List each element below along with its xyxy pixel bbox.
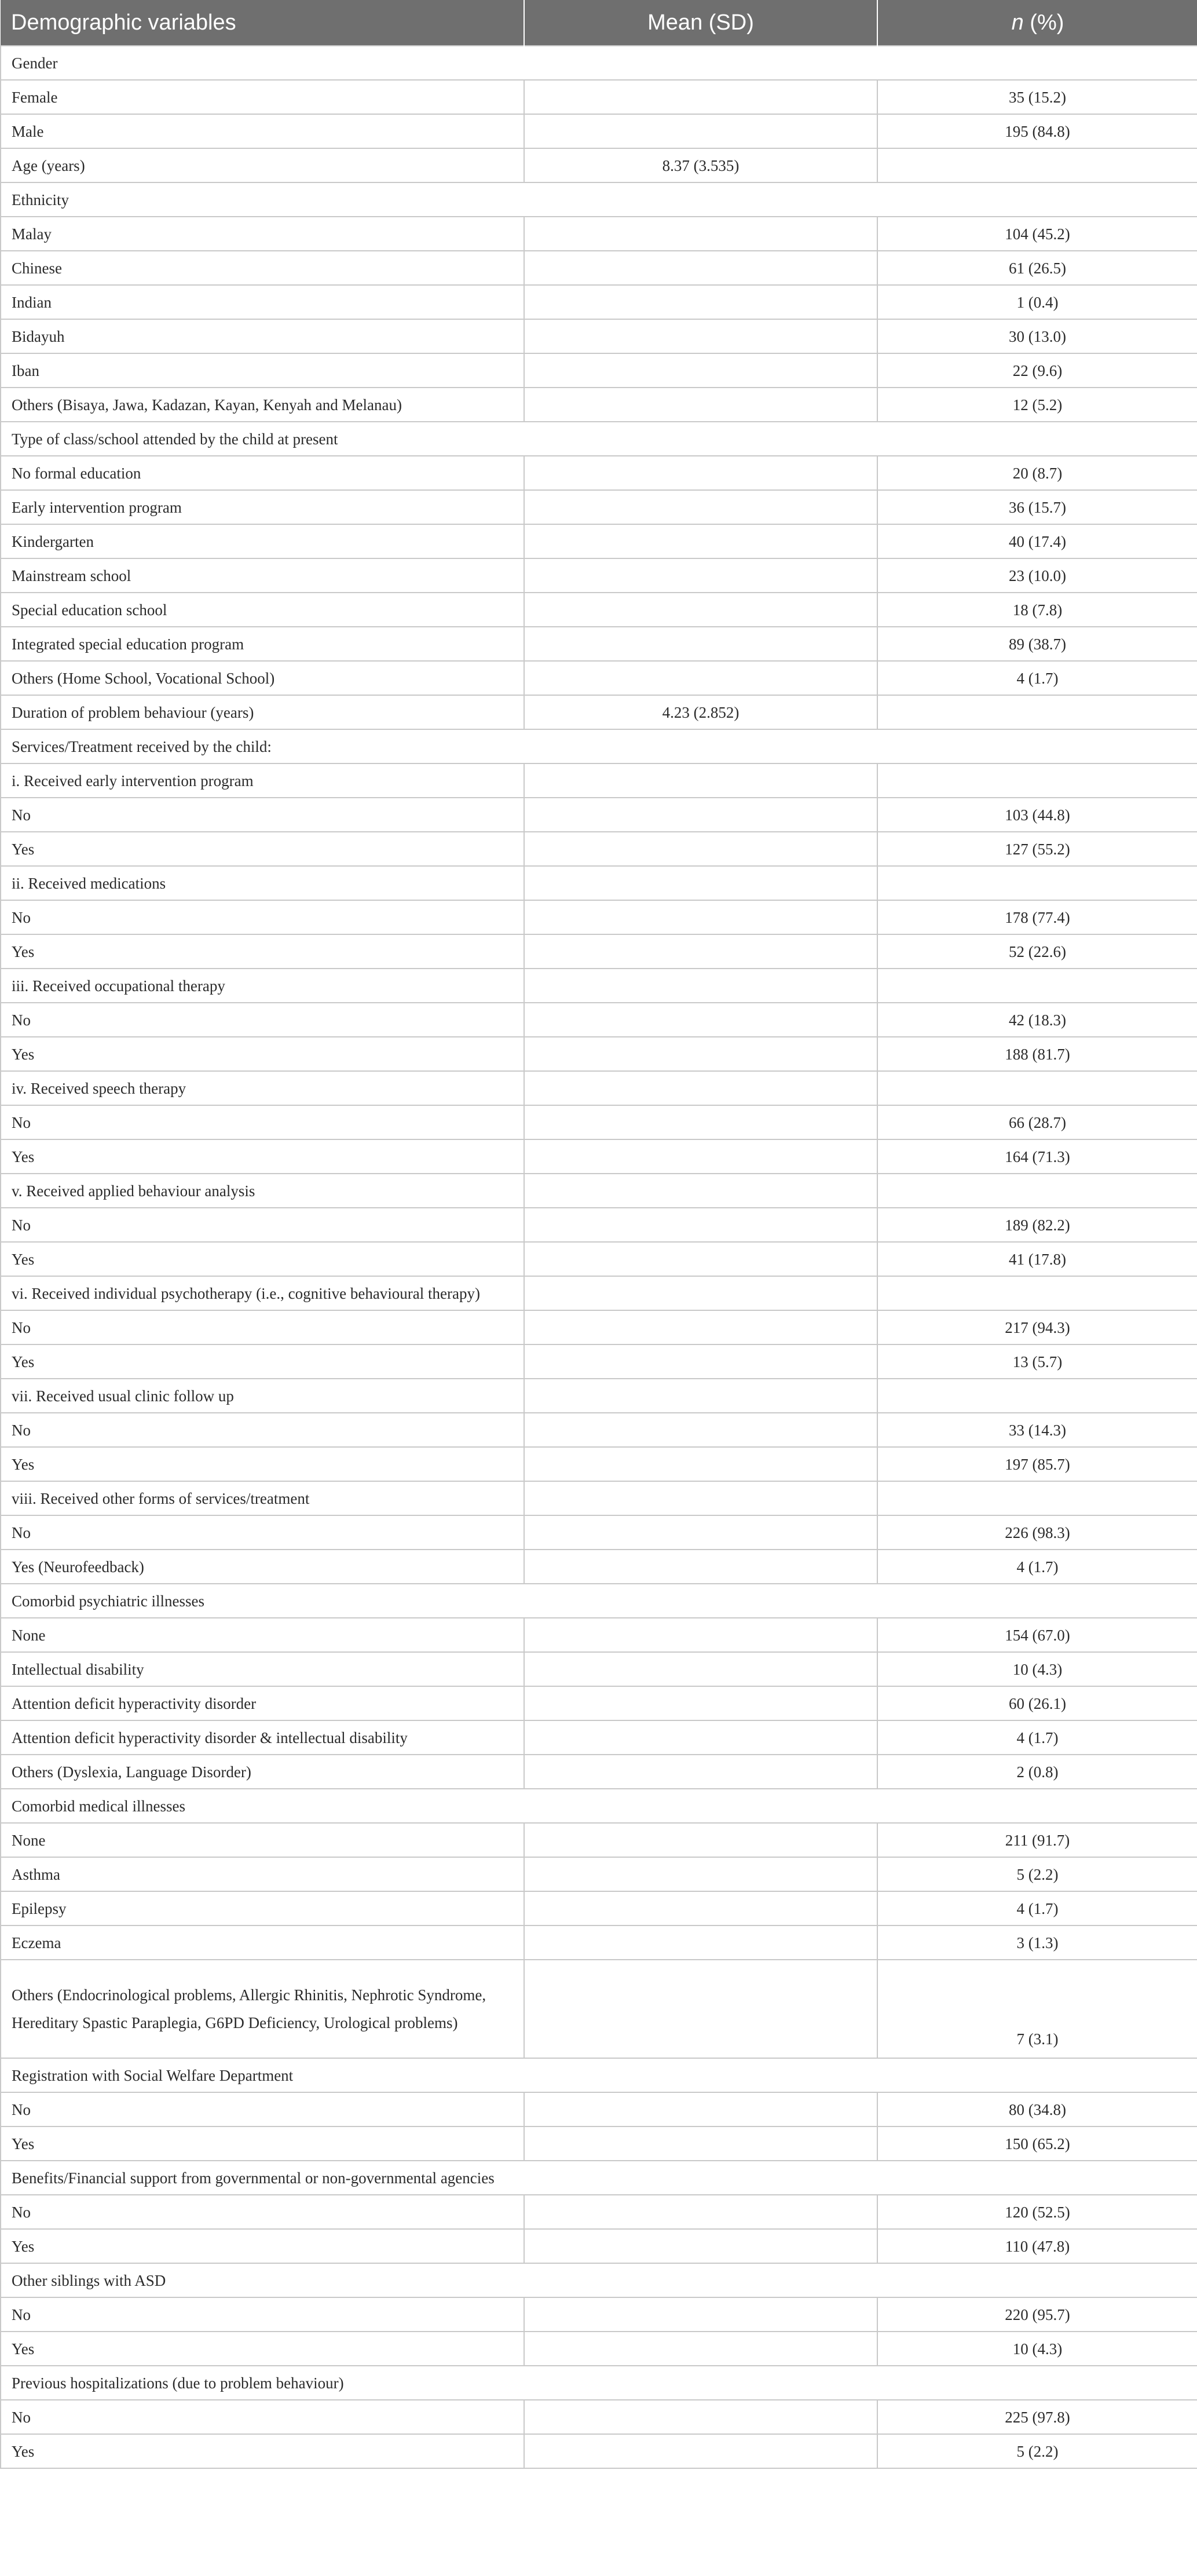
table-row xyxy=(1,2400,1197,2434)
variable-cell: Integrated special education program xyxy=(1,627,524,661)
n-percent-cell: 211 (91.7) xyxy=(877,1823,1197,1857)
mean-sd-cell xyxy=(524,1071,877,1105)
n-percent-cell: 40 (17.4) xyxy=(877,524,1197,558)
n-percent-cell: 189 (82.2) xyxy=(877,1208,1197,1242)
mean-sd-cell xyxy=(524,1447,877,1481)
variable-cell: Others (Bisaya, Jawa, Kadazan, Kayan, Kenyah and Melanau) xyxy=(1,388,524,422)
variable-cell: Bidayuh xyxy=(1,319,524,353)
variable-cell: Yes xyxy=(1,2332,524,2366)
table-row xyxy=(1,1515,1197,1550)
n-percent-cell xyxy=(877,1071,1197,1105)
variable-cell: Early intervention program xyxy=(1,490,524,524)
mean-sd-cell xyxy=(524,1755,877,1789)
table-row xyxy=(1,1447,1197,1481)
variable-cell: No xyxy=(1,1310,524,1344)
variable-cell: No xyxy=(1,1413,524,1447)
variable-cell: No xyxy=(1,2195,524,2229)
mean-sd-cell xyxy=(524,1891,877,1925)
mean-sd-cell xyxy=(524,763,877,798)
table-row xyxy=(1,2195,1197,2229)
mean-sd-cell xyxy=(524,1379,877,1413)
mean-sd-cell xyxy=(524,593,877,627)
n-percent-cell: 226 (98.3) xyxy=(877,1515,1197,1550)
n-percent-cell: 127 (55.2) xyxy=(877,832,1197,866)
variable-cell: Malay xyxy=(1,217,524,251)
n-percent-cell: 20 (8.7) xyxy=(877,456,1197,490)
variable-cell: iii. Received occupational therapy xyxy=(1,969,524,1003)
mean-sd-cell xyxy=(524,353,877,388)
n-percent-cell: 217 (94.3) xyxy=(877,1310,1197,1344)
table-row xyxy=(1,2092,1197,2126)
n-percent-cell: 42 (18.3) xyxy=(877,1003,1197,1037)
n-percent-cell: 4 (1.7) xyxy=(877,661,1197,695)
mean-sd-cell xyxy=(524,1823,877,1857)
variable-cell: Special education school xyxy=(1,593,524,627)
table-row xyxy=(1,1003,1197,1037)
section-label: Comorbid psychiatric illnesses xyxy=(1,1584,1197,1618)
table-row xyxy=(1,524,1197,558)
table-row xyxy=(1,1857,1197,1891)
mean-sd-cell xyxy=(524,1686,877,1720)
n-percent-cell xyxy=(877,866,1197,900)
mean-sd-cell xyxy=(524,1481,877,1515)
variable-cell: Indian xyxy=(1,285,524,319)
n-percent-cell: 110 (47.8) xyxy=(877,2229,1197,2263)
variable-cell: Chinese xyxy=(1,251,524,285)
variable-cell: Male xyxy=(1,114,524,148)
variable-cell: v. Received applied behaviour analysis xyxy=(1,1174,524,1208)
mean-sd-cell xyxy=(524,388,877,422)
table-row xyxy=(1,1379,1197,1413)
variable-cell: Kindergarten xyxy=(1,524,524,558)
n-percent-cell xyxy=(877,1174,1197,1208)
variable-cell: No xyxy=(1,1208,524,1242)
mean-sd-cell xyxy=(524,114,877,148)
table-row xyxy=(1,217,1197,251)
n-percent-cell: 13 (5.7) xyxy=(877,1344,1197,1379)
variable-cell: No xyxy=(1,900,524,934)
mean-sd-cell xyxy=(524,1037,877,1071)
n-percent-cell: 188 (81.7) xyxy=(877,1037,1197,1071)
n-percent-cell: 30 (13.0) xyxy=(877,319,1197,353)
n-percent-cell: 7 (3.1) xyxy=(877,1960,1197,2058)
n-percent-cell: 89 (38.7) xyxy=(877,627,1197,661)
n-percent-cell: 103 (44.8) xyxy=(877,798,1197,832)
section-label: Other siblings with ASD xyxy=(1,2263,1197,2297)
n-percent-cell: 4 (1.7) xyxy=(877,1720,1197,1755)
variable-cell: i. Received early intervention program xyxy=(1,763,524,798)
mean-sd-cell xyxy=(524,934,877,969)
table-row xyxy=(1,1618,1197,1652)
table-row xyxy=(1,934,1197,969)
table-row xyxy=(1,1071,1197,1105)
section-label: Comorbid medical illnesses xyxy=(1,1789,1197,1823)
variable-cell: Attention deficit hyperactivity disorder & intellectual disability xyxy=(1,1720,524,1755)
table-row xyxy=(1,285,1197,319)
section-row xyxy=(1,2366,1197,2400)
variable-cell: Yes xyxy=(1,1447,524,1481)
header-demographic-variables: Demographic variables xyxy=(1,0,524,46)
mean-sd-cell: 8.37 (3.535) xyxy=(524,148,877,182)
table-row xyxy=(1,661,1197,695)
n-percent-cell: 4 (1.7) xyxy=(877,1550,1197,1584)
table-row xyxy=(1,251,1197,285)
n-percent-cell xyxy=(877,695,1197,729)
n-percent-cell xyxy=(877,148,1197,182)
variable-cell: Epilepsy xyxy=(1,1891,524,1925)
mean-sd-cell xyxy=(524,969,877,1003)
table-row xyxy=(1,763,1197,798)
mean-sd-cell xyxy=(524,251,877,285)
n-percent-cell xyxy=(877,1481,1197,1515)
section-row xyxy=(1,46,1197,80)
n-percent-cell: 61 (26.5) xyxy=(877,251,1197,285)
n-percent-cell: 36 (15.7) xyxy=(877,490,1197,524)
mean-sd-cell: 4.23 (2.852) xyxy=(524,695,877,729)
variable-cell: No xyxy=(1,2092,524,2126)
header-mean-sd: Mean (SD) xyxy=(524,0,877,46)
mean-sd-cell xyxy=(524,1720,877,1755)
mean-sd-cell xyxy=(524,1208,877,1242)
mean-sd-cell xyxy=(524,1242,877,1276)
variable-cell: None xyxy=(1,1618,524,1652)
n-percent-cell: 66 (28.7) xyxy=(877,1105,1197,1139)
mean-sd-cell xyxy=(524,661,877,695)
n-percent-cell: 104 (45.2) xyxy=(877,217,1197,251)
table-row xyxy=(1,1413,1197,1447)
table-row xyxy=(1,1344,1197,1379)
n-percent-cell: 22 (9.6) xyxy=(877,353,1197,388)
table-row xyxy=(1,353,1197,388)
mean-sd-cell xyxy=(524,2195,877,2229)
mean-sd-cell xyxy=(524,1960,877,2058)
table-row xyxy=(1,1686,1197,1720)
n-percent-cell: 52 (22.6) xyxy=(877,934,1197,969)
section-label: Gender xyxy=(1,46,1197,80)
section-label: Services/Treatment received by the child: xyxy=(1,729,1197,763)
variable-cell: Yes xyxy=(1,832,524,866)
section-row xyxy=(1,1789,1197,1823)
n-percent-cell: 164 (71.3) xyxy=(877,1139,1197,1174)
mean-sd-cell xyxy=(524,1652,877,1686)
section-label: Previous hospitalizations (due to problem behaviour) xyxy=(1,2366,1197,2400)
n-percent-cell xyxy=(877,969,1197,1003)
table-row xyxy=(1,627,1197,661)
table-row xyxy=(1,1925,1197,1960)
variable-cell: Asthma xyxy=(1,1857,524,1891)
n-percent-cell: 1 (0.4) xyxy=(877,285,1197,319)
variable-cell: Others (Endocrinological problems, Allergic Rhinitis, Nephrotic Syndrome, Hereditary Spastic Paraplegia, G6PD Deficiency, Urological problems) xyxy=(1,1960,524,2058)
mean-sd-cell xyxy=(524,1618,877,1652)
table-row xyxy=(1,1652,1197,1686)
n-percent-cell: 120 (52.5) xyxy=(877,2195,1197,2229)
mean-sd-cell xyxy=(524,1174,877,1208)
n-percent-cell: 12 (5.2) xyxy=(877,388,1197,422)
section-row xyxy=(1,2058,1197,2092)
table-row xyxy=(1,1208,1197,1242)
mean-sd-cell xyxy=(524,2229,877,2263)
section-label: Benefits/Financial support from governmental or non-governmental agencies xyxy=(1,2161,1197,2195)
variable-cell: viii. Received other forms of services/treatment xyxy=(1,1481,524,1515)
mean-sd-cell xyxy=(524,1515,877,1550)
table-row xyxy=(1,695,1197,729)
table-row xyxy=(1,2434,1197,2468)
variable-cell: Yes xyxy=(1,2434,524,2468)
table-row xyxy=(1,114,1197,148)
variable-cell: Others (Home School, Vocational School) xyxy=(1,661,524,695)
n-percent-cell: 225 (97.8) xyxy=(877,2400,1197,2434)
variable-cell: No xyxy=(1,2400,524,2434)
mean-sd-cell xyxy=(524,285,877,319)
section-row xyxy=(1,2161,1197,2195)
n-percent-cell: 220 (95.7) xyxy=(877,2297,1197,2332)
n-percent-cell: 154 (67.0) xyxy=(877,1618,1197,1652)
variable-cell: Yes xyxy=(1,1242,524,1276)
table-row xyxy=(1,798,1197,832)
mean-sd-cell xyxy=(524,627,877,661)
table-row xyxy=(1,1105,1197,1139)
variable-cell: None xyxy=(1,1823,524,1857)
section-row xyxy=(1,729,1197,763)
variable-cell: Duration of problem behaviour (years) xyxy=(1,695,524,729)
mean-sd-cell xyxy=(524,2400,877,2434)
mean-sd-cell xyxy=(524,217,877,251)
header-percent-label: (%) xyxy=(1023,10,1064,35)
n-percent-cell xyxy=(877,763,1197,798)
variable-cell: Iban xyxy=(1,353,524,388)
mean-sd-cell xyxy=(524,456,877,490)
table-row xyxy=(1,2126,1197,2161)
n-percent-cell: 2 (0.8) xyxy=(877,1755,1197,1789)
n-percent-cell: 18 (7.8) xyxy=(877,593,1197,627)
header-row xyxy=(1,0,1197,46)
mean-sd-cell xyxy=(524,1344,877,1379)
mean-sd-cell xyxy=(524,524,877,558)
section-label: Type of class/school attended by the child at present xyxy=(1,422,1197,456)
variable-cell: Eczema xyxy=(1,1925,524,1960)
table-row xyxy=(1,1174,1197,1208)
mean-sd-cell xyxy=(524,1413,877,1447)
mean-sd-cell xyxy=(524,798,877,832)
table-row xyxy=(1,1823,1197,1857)
mean-sd-cell xyxy=(524,80,877,114)
variable-cell: Yes xyxy=(1,934,524,969)
table-row xyxy=(1,1139,1197,1174)
variable-cell: No formal education xyxy=(1,456,524,490)
n-percent-cell: 10 (4.3) xyxy=(877,1652,1197,1686)
mean-sd-cell xyxy=(524,1276,877,1310)
table-row xyxy=(1,1720,1197,1755)
mean-sd-cell xyxy=(524,1139,877,1174)
mean-sd-cell xyxy=(524,866,877,900)
header-n-percent xyxy=(877,0,1197,46)
mean-sd-cell xyxy=(524,2297,877,2332)
variable-cell: Attention deficit hyperactivity disorder xyxy=(1,1686,524,1720)
variable-cell: iv. Received speech therapy xyxy=(1,1071,524,1105)
mean-sd-cell xyxy=(524,1550,877,1584)
mean-sd-cell xyxy=(524,1925,877,1960)
variable-cell: Yes xyxy=(1,2126,524,2161)
mean-sd-cell xyxy=(524,1003,877,1037)
table-row xyxy=(1,1242,1197,1276)
n-percent-cell: 33 (14.3) xyxy=(877,1413,1197,1447)
variable-cell: Yes xyxy=(1,1139,524,1174)
section-row xyxy=(1,2263,1197,2297)
variable-cell: No xyxy=(1,798,524,832)
mean-sd-cell xyxy=(524,2332,877,2366)
section-row xyxy=(1,1584,1197,1618)
section-row xyxy=(1,422,1197,456)
n-percent-cell xyxy=(877,1276,1197,1310)
table-row xyxy=(1,2297,1197,2332)
section-label: Ethnicity xyxy=(1,182,1197,217)
mean-sd-cell xyxy=(524,1857,877,1891)
table-row xyxy=(1,593,1197,627)
variable-cell: Age (years) xyxy=(1,148,524,182)
n-percent-cell: 5 (2.2) xyxy=(877,2434,1197,2468)
variable-cell: ii. Received medications xyxy=(1,866,524,900)
mean-sd-cell xyxy=(524,900,877,934)
variable-cell: Mainstream school xyxy=(1,558,524,593)
variable-cell: vi. Received individual psychotherapy (i.e., cognitive behavioural therapy) xyxy=(1,1276,524,1310)
n-percent-cell xyxy=(877,1379,1197,1413)
n-percent-cell: 10 (4.3) xyxy=(877,2332,1197,2366)
n-percent-cell: 150 (65.2) xyxy=(877,2126,1197,2161)
table-row xyxy=(1,319,1197,353)
variable-cell: vii. Received usual clinic follow up xyxy=(1,1379,524,1413)
header-n-label: n xyxy=(1011,10,1024,35)
mean-sd-cell xyxy=(524,490,877,524)
table-row xyxy=(1,1755,1197,1789)
variable-cell: No xyxy=(1,1515,524,1550)
mean-sd-cell xyxy=(524,2126,877,2161)
mean-sd-cell xyxy=(524,1310,877,1344)
table-row xyxy=(1,900,1197,934)
table-row xyxy=(1,2229,1197,2263)
table-row xyxy=(1,1310,1197,1344)
variable-cell: Yes xyxy=(1,2229,524,2263)
n-percent-cell: 3 (1.3) xyxy=(877,1925,1197,1960)
n-percent-cell: 35 (15.2) xyxy=(877,80,1197,114)
variable-cell: Intellectual disability xyxy=(1,1652,524,1686)
n-percent-cell: 23 (10.0) xyxy=(877,558,1197,593)
n-percent-cell: 195 (84.8) xyxy=(877,114,1197,148)
table-row xyxy=(1,80,1197,114)
n-percent-cell: 5 (2.2) xyxy=(877,1857,1197,1891)
table-row xyxy=(1,148,1197,182)
mean-sd-cell xyxy=(524,2092,877,2126)
n-percent-cell: 4 (1.7) xyxy=(877,1891,1197,1925)
variable-cell: No xyxy=(1,2297,524,2332)
table-row xyxy=(1,2332,1197,2366)
mean-sd-cell xyxy=(524,319,877,353)
table-row xyxy=(1,832,1197,866)
mean-sd-cell xyxy=(524,1105,877,1139)
variable-cell: No xyxy=(1,1105,524,1139)
variable-cell: No xyxy=(1,1003,524,1037)
variable-cell: Yes xyxy=(1,1037,524,1071)
table-row xyxy=(1,1481,1197,1515)
table-row xyxy=(1,490,1197,524)
table-header xyxy=(1,0,1197,46)
variable-cell: Others (Dyslexia, Language Disorder) xyxy=(1,1755,524,1789)
table-row xyxy=(1,866,1197,900)
mean-sd-cell xyxy=(524,2434,877,2468)
table-row xyxy=(1,456,1197,490)
section-label: Registration with Social Welfare Department xyxy=(1,2058,1197,2092)
n-percent-cell: 41 (17.8) xyxy=(877,1242,1197,1276)
table-row xyxy=(1,388,1197,422)
table-row xyxy=(1,1276,1197,1310)
n-percent-cell: 80 (34.8) xyxy=(877,2092,1197,2126)
mean-sd-cell xyxy=(524,558,877,593)
mean-sd-cell xyxy=(524,832,877,866)
table-row xyxy=(1,1037,1197,1071)
table-row xyxy=(1,1550,1197,1584)
section-row xyxy=(1,182,1197,217)
variable-cell: Yes (Neurofeedback) xyxy=(1,1550,524,1584)
n-percent-cell: 178 (77.4) xyxy=(877,900,1197,934)
table-body xyxy=(1,46,1197,2468)
n-percent-cell: 60 (26.1) xyxy=(877,1686,1197,1720)
variable-cell: Yes xyxy=(1,1344,524,1379)
n-percent-cell: 197 (85.7) xyxy=(877,1447,1197,1481)
variable-cell: Female xyxy=(1,80,524,114)
table-row xyxy=(1,1891,1197,1925)
table-row xyxy=(1,1960,1197,2058)
table-row xyxy=(1,558,1197,593)
table-row xyxy=(1,969,1197,1003)
